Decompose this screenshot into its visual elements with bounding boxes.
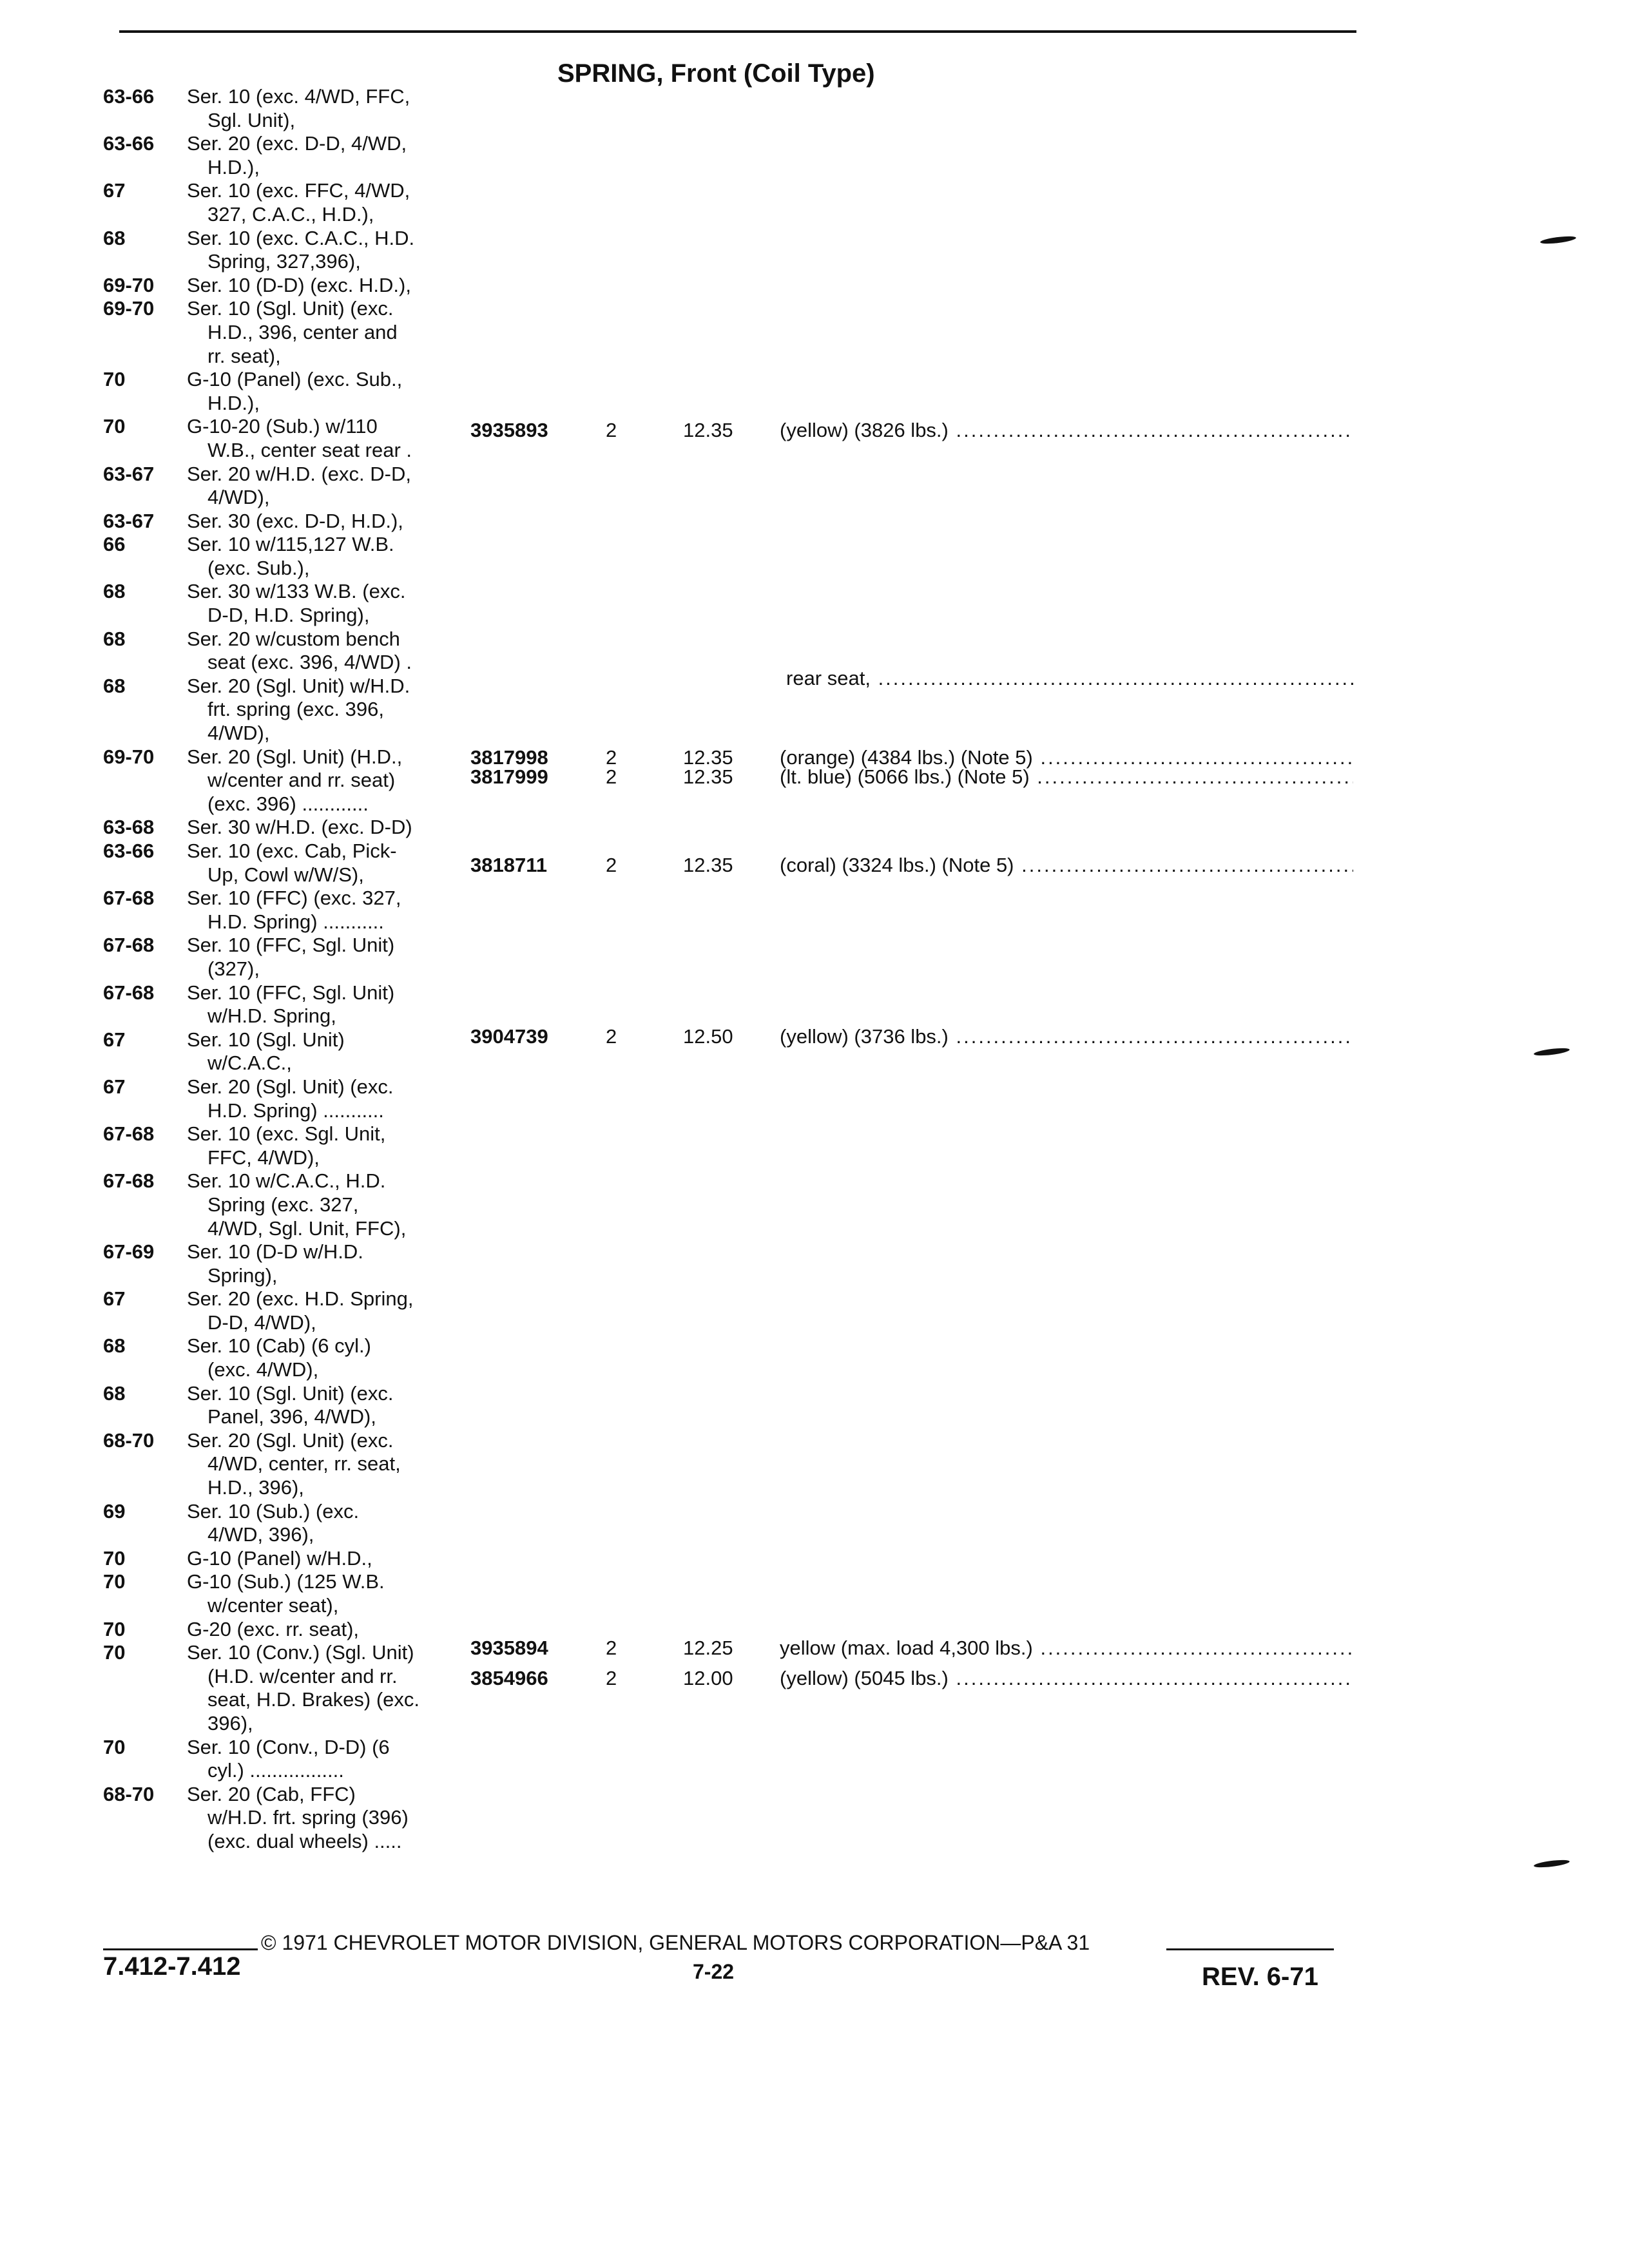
model-description bbox=[187, 415, 490, 462]
description-line: 4/WD, 396), bbox=[207, 1523, 314, 1546]
description-line: (exc. Sub.), bbox=[207, 556, 310, 579]
description-line: D-D, 4/WD), bbox=[207, 1311, 316, 1334]
description-line: Ser. 10 (exc. 4/WD, FFC, bbox=[187, 85, 410, 108]
description-line: G-20 (exc. rr. seat), bbox=[187, 1617, 360, 1640]
model-description bbox=[187, 510, 490, 533]
part-number: 3817999 bbox=[470, 765, 548, 788]
description-line: Ser. 20 (Cab, FFC) bbox=[187, 1782, 356, 1805]
description-line: w/center and rr. seat) bbox=[207, 769, 396, 792]
description-line: Ser. 10 w/C.A.C., H.D. bbox=[187, 1169, 386, 1193]
model-year: 63-66 bbox=[103, 85, 155, 108]
description-line: H.D., 396), bbox=[207, 1476, 304, 1499]
description-line: Ser. 10 (FFC, Sgl. Unit) bbox=[187, 981, 395, 1004]
part-number: 3817998 bbox=[470, 746, 548, 769]
description-line: Ser. 10 (Sgl. Unit) (exc. bbox=[187, 297, 394, 320]
model-year: 67 bbox=[103, 179, 126, 202]
description-line: 327, C.A.C., H.D.), bbox=[207, 202, 374, 226]
model-entry bbox=[103, 580, 490, 627]
model-description bbox=[187, 1122, 490, 1169]
model-description bbox=[187, 840, 490, 887]
margin-mark bbox=[1534, 1859, 1570, 1869]
model-year: 63-68 bbox=[103, 816, 155, 839]
description-line: rr. seat), bbox=[207, 344, 281, 367]
model-entry bbox=[103, 1334, 490, 1381]
model-year: 69 bbox=[103, 1499, 126, 1523]
quantity: 2 bbox=[606, 854, 617, 876]
model-entry bbox=[103, 533, 490, 580]
description-line: Ser. 20 w/H.D. (exc. D-D, bbox=[187, 462, 411, 485]
model-entry bbox=[103, 1783, 490, 1854]
model-year: 67-68 bbox=[103, 934, 155, 957]
spring-rating-note: (coral) (3324 lbs.) (Note 5) ..... bbox=[780, 854, 1353, 877]
model-description bbox=[187, 1382, 490, 1429]
quantity: 2 bbox=[606, 1025, 617, 1048]
price: 12.35 bbox=[683, 419, 733, 441]
model-year: 70 bbox=[103, 1641, 126, 1664]
part-row bbox=[470, 765, 1353, 791]
model-entry bbox=[103, 934, 490, 981]
description-line: W.B., center seat rear . bbox=[207, 438, 412, 461]
description-line: 396), bbox=[207, 1711, 253, 1735]
price: 12.35 bbox=[683, 746, 733, 769]
model-description bbox=[187, 227, 490, 274]
part-row bbox=[470, 854, 1353, 879]
description-line: w/C.A.C., bbox=[207, 1052, 292, 1075]
model-year: 67-69 bbox=[103, 1240, 155, 1264]
part-row bbox=[470, 1637, 1353, 1662]
description-line: Ser. 10 (exc. C.A.C., H.D. bbox=[187, 226, 415, 249]
model-description bbox=[187, 887, 490, 934]
model-entry bbox=[103, 297, 490, 368]
model-entry bbox=[103, 274, 490, 298]
quantity: 2 bbox=[606, 1667, 617, 1689]
spring-rating-note: yellow (max. load 4,300 lbs.) ..... bbox=[780, 1637, 1353, 1660]
description-line: Ser. 10 (Conv.) (Sgl. Unit) bbox=[187, 1641, 414, 1664]
model-description bbox=[187, 816, 490, 840]
spring-rating-note: (yellow) (5045 lbs.) ..... bbox=[780, 1667, 1353, 1690]
description-line: Ser. 10 (exc. Sgl. Unit, bbox=[187, 1122, 386, 1146]
model-year: 70 bbox=[103, 368, 126, 391]
model-year: 68-70 bbox=[103, 1428, 155, 1452]
model-entry bbox=[103, 510, 490, 533]
description-line: G-10 (Sub.) (125 W.B. bbox=[187, 1570, 385, 1593]
model-year: 68 bbox=[103, 1381, 126, 1405]
model-year: 70 bbox=[103, 1570, 126, 1593]
description-line: H.D.), bbox=[207, 391, 260, 414]
model-year: 67-68 bbox=[103, 887, 155, 910]
top-rule bbox=[119, 30, 1356, 33]
description-line: (H.D. w/center and rr. bbox=[207, 1664, 398, 1687]
description-line: (exc. 396) ............ bbox=[207, 792, 369, 815]
model-entry bbox=[103, 132, 490, 179]
model-year: 70 bbox=[103, 1735, 126, 1758]
quantity: 2 bbox=[606, 1637, 617, 1659]
description-line: G-10 (Panel) w/H.D., bbox=[187, 1546, 372, 1570]
description-line: Spring), bbox=[207, 1264, 278, 1287]
description-line: H.D., 396, center and bbox=[207, 320, 398, 343]
description-line: Ser. 10 (exc. FFC, 4/WD, bbox=[187, 179, 410, 202]
description-line: Ser. 10 (Conv., D-D) (6 bbox=[187, 1735, 390, 1758]
description-line: Up, Cowl w/W/S), bbox=[207, 863, 364, 886]
model-description bbox=[187, 179, 490, 226]
model-entry bbox=[103, 840, 490, 887]
model-entry bbox=[103, 1641, 490, 1735]
description-line: Ser. 20 (Sgl. Unit) w/H.D. bbox=[187, 674, 410, 697]
footer-rule-left bbox=[103, 1948, 258, 1950]
model-description bbox=[187, 463, 490, 510]
description-line: Ser. 30 (exc. D-D, H.D.), bbox=[187, 509, 403, 532]
model-description bbox=[187, 132, 490, 179]
model-year: 63-67 bbox=[103, 462, 155, 485]
model-year: 67-68 bbox=[103, 1169, 155, 1193]
model-description bbox=[187, 85, 490, 132]
description-line: w/H.D. Spring, bbox=[207, 1004, 336, 1028]
price: 12.00 bbox=[683, 1667, 733, 1689]
description-line: D-D, H.D. Spring), bbox=[207, 604, 370, 627]
model-description bbox=[187, 1500, 490, 1547]
model-description bbox=[187, 368, 490, 415]
model-description bbox=[187, 1429, 490, 1500]
model-entry bbox=[103, 1240, 490, 1287]
description-line: Ser. 10 (D-D w/H.D. bbox=[187, 1240, 363, 1264]
model-year: 67 bbox=[103, 1287, 126, 1311]
description-line: G-10-20 (Sub.) w/110 bbox=[187, 415, 378, 438]
model-entry bbox=[103, 1382, 490, 1429]
model-description bbox=[187, 934, 490, 981]
description-line: (exc. 4/WD), bbox=[207, 1358, 319, 1381]
description-line: Ser. 20 (exc. D-D, 4/WD, bbox=[187, 132, 407, 155]
model-year: 70 bbox=[103, 1617, 126, 1640]
description-line: (exc. dual wheels) ..... bbox=[207, 1829, 402, 1852]
model-entry bbox=[103, 1736, 490, 1783]
price: 12.35 bbox=[683, 765, 733, 788]
description-line: frt. spring (exc. 396, bbox=[207, 698, 384, 721]
description-line: Ser. 10 (Cab) (6 cyl.) bbox=[187, 1334, 371, 1358]
model-description bbox=[187, 1570, 490, 1617]
description-line: seat, H.D. Brakes) (exc. bbox=[207, 1688, 420, 1711]
description-line: seat (exc. 396, 4/WD) . bbox=[207, 651, 412, 674]
model-entry bbox=[103, 415, 490, 462]
description-line: Ser. 10 (D-D) (exc. H.D.), bbox=[187, 273, 411, 296]
description-line: H.D. Spring) ........... bbox=[207, 910, 384, 933]
model-description bbox=[187, 981, 490, 1028]
model-year: 70 bbox=[103, 1546, 126, 1570]
model-description bbox=[187, 628, 490, 675]
model-entry bbox=[103, 1570, 490, 1617]
model-entry bbox=[103, 1429, 490, 1500]
price: 12.50 bbox=[683, 1025, 733, 1048]
description-line: Ser. 10 (FFC) (exc. 327, bbox=[187, 887, 401, 910]
model-description bbox=[187, 1169, 490, 1240]
description-line: Ser. 10 (Sgl. Unit) bbox=[187, 1028, 345, 1051]
description-line: 4/WD), bbox=[207, 486, 270, 509]
model-description bbox=[187, 533, 490, 580]
model-year: 66 bbox=[103, 533, 126, 556]
model-entry bbox=[103, 887, 490, 934]
part-number: 3818711 bbox=[470, 854, 547, 876]
spring-rating-note: (lt. blue) (5066 lbs.) (Note 5) ..... bbox=[780, 765, 1353, 789]
model-year: 68 bbox=[103, 627, 126, 650]
model-year: 68 bbox=[103, 1334, 126, 1358]
description-line: Ser. 10 (FFC, Sgl. Unit) bbox=[187, 934, 395, 957]
model-entry bbox=[103, 1075, 490, 1122]
description-line: w/center seat), bbox=[207, 1594, 339, 1617]
description-line: G-10 (Panel) (exc. Sub., bbox=[187, 368, 403, 391]
description-line: Ser. 10 (Sgl. Unit) (exc. bbox=[187, 1381, 394, 1405]
page-number: 7-22 bbox=[693, 1960, 735, 1983]
description-line: Spring (exc. 327, bbox=[207, 1193, 359, 1216]
description-line: cyl.) ................. bbox=[207, 1759, 344, 1782]
model-year: 63-67 bbox=[103, 509, 155, 532]
model-year: 67-68 bbox=[103, 981, 155, 1004]
description-line: FFC, 4/WD), bbox=[207, 1146, 320, 1169]
footer-rule-right bbox=[1166, 1948, 1334, 1950]
revision-date: REV. 6-71 bbox=[1202, 1963, 1318, 1991]
spring-rating-note: (yellow) (3826 lbs.) ..... bbox=[780, 419, 1353, 442]
model-description bbox=[187, 274, 490, 298]
model-description bbox=[187, 1075, 490, 1122]
margin-mark bbox=[1534, 1047, 1570, 1057]
quantity: 2 bbox=[606, 765, 617, 788]
description-line: Ser. 20 (Sgl. Unit) (exc. bbox=[187, 1428, 394, 1452]
description-line: Ser. 20 w/custom bench bbox=[187, 627, 400, 650]
model-year: 68-70 bbox=[103, 1782, 155, 1805]
model-description bbox=[187, 1618, 490, 1642]
model-year: 67-68 bbox=[103, 1122, 155, 1146]
model-entry bbox=[103, 179, 490, 226]
model-entry bbox=[103, 675, 490, 745]
model-year: 68 bbox=[103, 580, 126, 603]
section-number: 7.412-7.412 bbox=[103, 1952, 241, 1981]
rear-seat-note: rear seat, ..... bbox=[786, 667, 1353, 693]
model-year: 69-70 bbox=[103, 297, 155, 320]
part-number: 3935893 bbox=[470, 419, 548, 441]
model-entry bbox=[103, 1618, 490, 1642]
model-entry bbox=[103, 1500, 490, 1547]
model-entry bbox=[103, 85, 490, 132]
model-year: 69-70 bbox=[103, 273, 155, 296]
description-line: Ser. 10 (Sub.) (exc. bbox=[187, 1499, 360, 1523]
part-number: 3854966 bbox=[470, 1667, 548, 1689]
model-description bbox=[187, 580, 490, 627]
description-line: Spring, 327,396), bbox=[207, 250, 361, 273]
model-year: 68 bbox=[103, 674, 126, 697]
page-title: SPRING, Front (Coil Type) bbox=[557, 59, 875, 88]
part-number: 3904739 bbox=[470, 1025, 548, 1048]
spring-rating-note: (yellow) (3736 lbs.) ..... bbox=[780, 1025, 1353, 1048]
model-entry bbox=[103, 463, 490, 510]
model-entry bbox=[103, 1547, 490, 1571]
spring-rating-note: (orange) (4384 lbs.) (Note 5) ..... bbox=[780, 746, 1353, 769]
model-description bbox=[187, 297, 490, 368]
model-year: 67 bbox=[103, 1075, 126, 1098]
model-entry bbox=[103, 981, 490, 1028]
quantity: 2 bbox=[606, 746, 617, 769]
quantity: 2 bbox=[606, 419, 617, 441]
description-line: 4/WD), bbox=[207, 722, 270, 745]
part-number: 3935894 bbox=[470, 1637, 548, 1659]
model-entry bbox=[103, 1287, 490, 1334]
part-row bbox=[470, 419, 1353, 445]
model-year: 69-70 bbox=[103, 745, 155, 768]
model-entry bbox=[103, 1169, 490, 1240]
footer-copyright: © 1971 CHEVROLET MOTOR DIVISION, GENERAL MOTORS CORPORATION—P&A 31 bbox=[261, 1931, 1090, 1954]
model-year: 70 bbox=[103, 415, 126, 438]
description-line: Ser. 20 (exc. H.D. Spring, bbox=[187, 1287, 414, 1311]
model-description bbox=[187, 675, 490, 745]
model-description bbox=[187, 1736, 490, 1783]
model-year: 63-66 bbox=[103, 840, 155, 862]
description-line: Ser. 10 (exc. Cab, Pick- bbox=[187, 840, 397, 862]
model-year: 68 bbox=[103, 226, 126, 249]
description-line: Ser. 10 w/115,127 W.B. bbox=[187, 533, 394, 556]
part-row bbox=[470, 1025, 1353, 1051]
model-application-list bbox=[103, 85, 490, 1854]
model-entry bbox=[103, 816, 490, 840]
price: 12.35 bbox=[683, 854, 733, 876]
price: 12.25 bbox=[683, 1637, 733, 1659]
description-line: Ser. 20 (Sgl. Unit) (exc. bbox=[187, 1075, 394, 1098]
model-description bbox=[187, 1240, 490, 1287]
margin-mark bbox=[1540, 235, 1577, 245]
description-line: 4/WD, center, rr. seat, bbox=[207, 1452, 401, 1475]
model-year: 63-66 bbox=[103, 132, 155, 155]
description-line: 4/WD, Sgl. Unit, FFC), bbox=[207, 1216, 407, 1240]
model-entry bbox=[103, 628, 490, 675]
model-description bbox=[187, 1547, 490, 1571]
model-description bbox=[187, 1641, 490, 1735]
description-line: H.D. Spring) ........... bbox=[207, 1099, 384, 1122]
model-entry bbox=[103, 1122, 490, 1169]
description-line: w/H.D. frt. spring (396) bbox=[207, 1806, 409, 1829]
model-description bbox=[187, 1287, 490, 1334]
model-description bbox=[187, 1334, 490, 1381]
model-entry bbox=[103, 1028, 490, 1075]
model-entry bbox=[103, 745, 490, 816]
description-line: Panel, 396, 4/WD), bbox=[207, 1405, 376, 1428]
part-row bbox=[470, 1667, 1353, 1693]
description-line: H.D.), bbox=[207, 155, 260, 178]
description-line: Ser. 30 w/133 W.B. (exc. bbox=[187, 580, 406, 603]
model-description bbox=[187, 1028, 490, 1075]
model-description bbox=[187, 745, 490, 816]
model-entry bbox=[103, 368, 490, 415]
description-line: Ser. 30 w/H.D. (exc. D-D) bbox=[187, 816, 412, 839]
model-year: 67 bbox=[103, 1028, 126, 1051]
model-description bbox=[187, 1783, 490, 1854]
description-line: Ser. 20 (Sgl. Unit) (H.D., bbox=[187, 745, 403, 768]
description-line: Sgl. Unit), bbox=[207, 108, 296, 131]
description-line: (327), bbox=[207, 957, 260, 980]
model-entry bbox=[103, 227, 490, 274]
